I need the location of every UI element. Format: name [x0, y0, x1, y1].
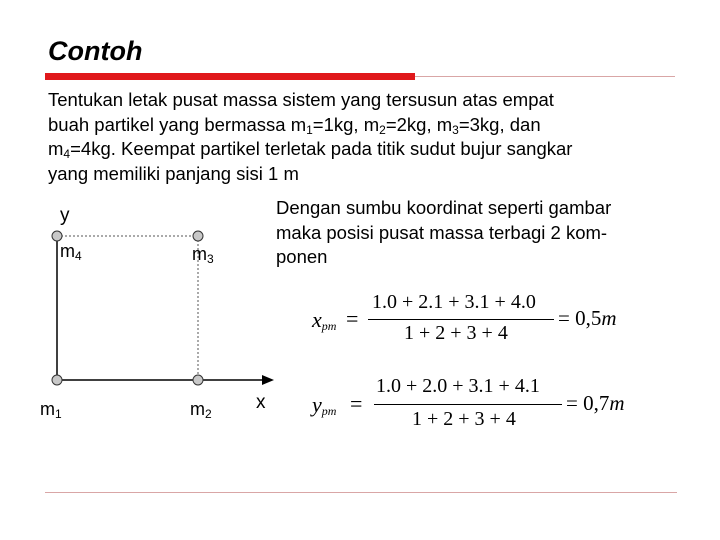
problem-line-2: buah partikel yang bermassa $m_1=1kg$, $m_2=2kg$, $m_3=3kg$, dan: [48, 113, 541, 137]
bottom-rule: [45, 492, 677, 493]
point-m2: [193, 375, 203, 385]
point-m3: [193, 231, 203, 241]
label-m3: $m_3$: [192, 244, 214, 266]
problem-line-3: $m_4=4kg$. Keempat partikel terletak pada titik sudut bujur sangkar: [48, 138, 573, 161]
description-line-1: Dengan sumbu koordinat seperti gambar: [276, 197, 612, 218]
xpm-variable: $x_{pm}$: [312, 307, 337, 333]
xpm-fraction-bar: [368, 319, 554, 320]
x-axis-arrowhead: [262, 375, 274, 385]
slide-title: Contoh: [48, 36, 143, 66]
xpm-result: = 0,5m: [558, 306, 617, 330]
description-line-3: ponen: [276, 246, 328, 267]
point-m1: [52, 375, 62, 385]
ypm-numerator: 1.0 + 2.0 + 3.1 + 4.1: [376, 375, 540, 397]
y-axis-label: y: [60, 205, 70, 226]
xpm-equals: =: [346, 306, 359, 331]
ypm-variable: $y_{pm}$: [312, 392, 337, 418]
xpm-denominator: 1 + 2 + 3 + 4: [404, 322, 508, 344]
ypm-result: = 0,7m: [566, 391, 625, 415]
xpm-numerator: 1.0 + 2.1 + 3.1 + 4.0: [372, 291, 536, 313]
ypm-fraction-bar: [374, 404, 562, 405]
label-m4: $m_4$: [60, 241, 82, 263]
problem-line-1: Tentukan letak pusat massa sistem yang tersusun atas empat: [48, 89, 554, 110]
solution-description: [276, 196, 611, 270]
title-rule: [415, 76, 675, 77]
point-m4: [52, 231, 62, 241]
ypm-equals: =: [350, 391, 363, 416]
x-axis-label: x: [256, 392, 266, 413]
problem-line-4: yang memiliki panjang sisi 1 m: [48, 162, 299, 184]
label-m2: $m_2$: [190, 399, 212, 421]
problem-statement: [48, 88, 688, 186]
title-accent-bar: [45, 73, 415, 80]
ypm-denominator: 1 + 2 + 3 + 4: [412, 408, 516, 430]
description-line-2: maka posisi pusat massa terbagi 2 kom-: [276, 221, 608, 243]
label-m1: $m_1$: [40, 399, 62, 421]
